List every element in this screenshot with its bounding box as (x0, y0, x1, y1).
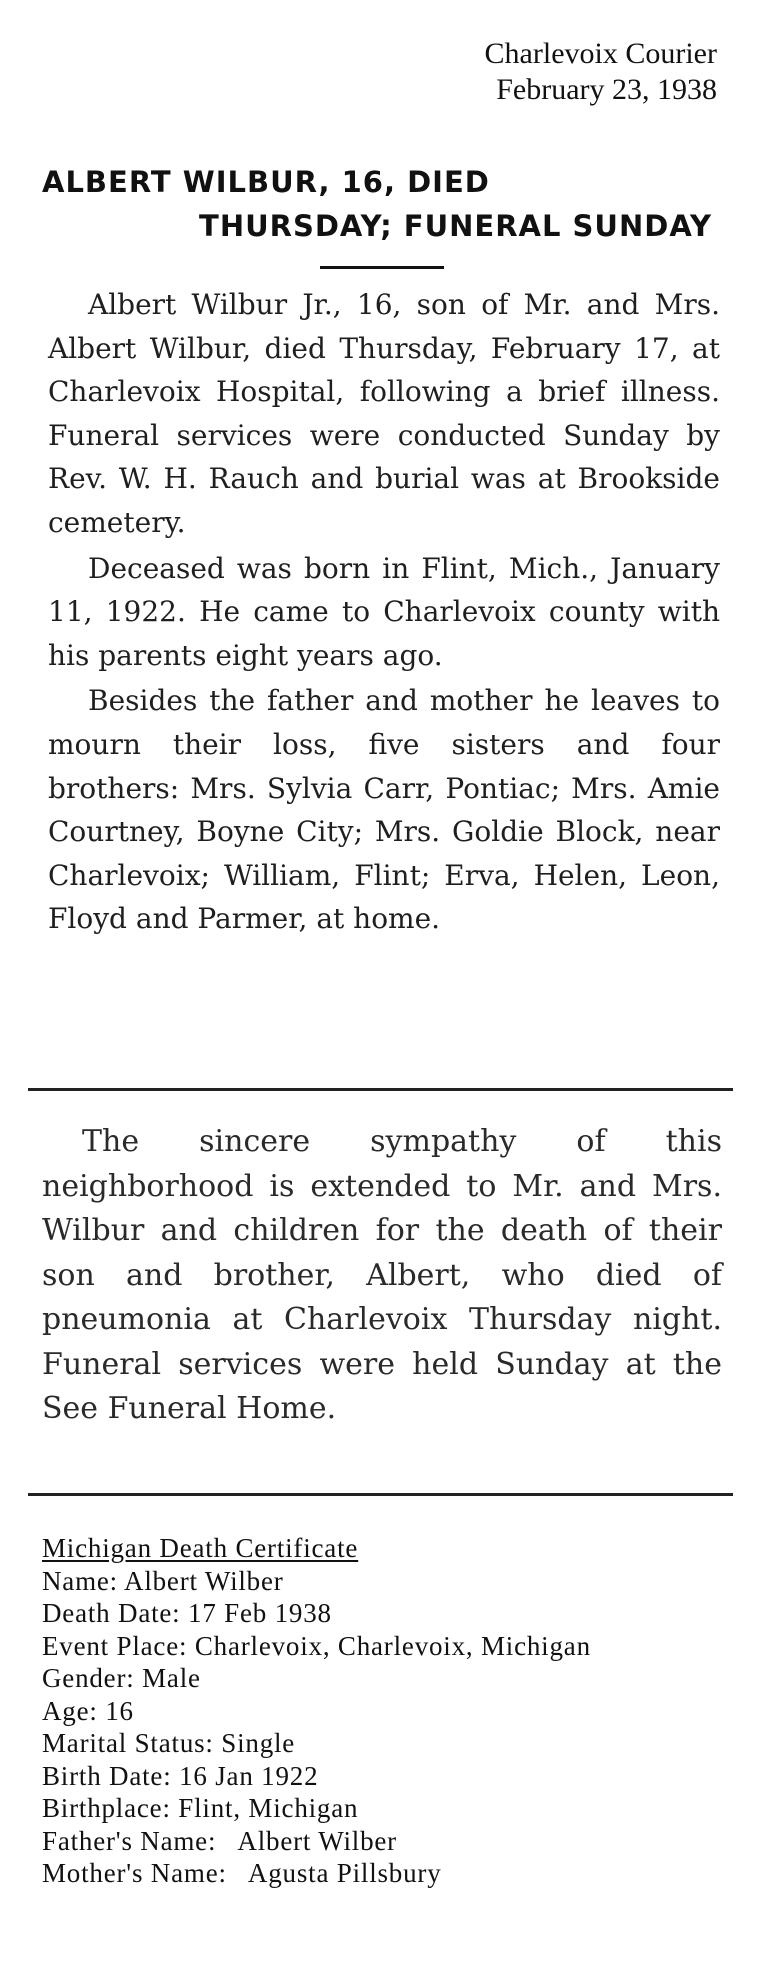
section-divider-1 (28, 1088, 733, 1091)
headline-line-2: THURSDAY; FUNERAL SUNDAY (199, 209, 712, 243)
article-paragraph-3: Besides the father and mother he leaves to mourn their loss, five sisters and four brothers: Mrs. Sylvia Carr, Pontiac; Mrs. Amie Courtney, Boyne City; Mrs. Goldie Block, near Charlevoix; William, Flint; Erva, Helen, Leon, Floyd and Parmer, at home. (48, 684, 720, 936)
publication-date: February 23, 1938 (496, 73, 717, 106)
headline (42, 160, 722, 248)
sympathy-text: The sincere sympathy of this neighborhood is extended to Mr. and Mrs. Wilbur and children for the death of their son and brother, Albert, who died of pneumonia at Charlevoix Thursday night. Funeral services were held Sunday at the See Funeral Home. (42, 1124, 722, 1426)
certificate-event-place: Event Place: Charlevoix, Charlevoix, Michigan (42, 1630, 591, 1661)
source-citation (485, 36, 717, 108)
certificate-age: Age: 16 (42, 1695, 134, 1726)
publication-name: Charlevoix Courier (484, 37, 717, 70)
certificate-marital-status: Marital Status: Single (42, 1728, 296, 1758)
certificate-father-name: Father's Name: Albert Wilber (42, 1825, 397, 1856)
obituary-article (48, 283, 720, 943)
section-divider-2 (28, 1493, 733, 1496)
sympathy-notice (42, 1120, 722, 1432)
headline-line-1: ALBERT WILBUR, 16, DIED (42, 165, 490, 199)
certificate-birth-date: Birth Date: 16 Jan 1922 (42, 1760, 319, 1791)
certificate-name: Name: Albert Wilber (42, 1565, 284, 1596)
article-paragraph-2: Deceased was born in Flint, Mich., January 11, 1922. He came to Charlevoix county with his parents eight years ago. (48, 551, 720, 672)
certificate-birthplace: Birthplace: Flint, Michigan (42, 1793, 359, 1823)
certificate-mother-name: Mother's Name: Agusta Pillsbury (42, 1858, 442, 1888)
certificate-death-date: Death Date: 17 Feb 1938 (42, 1598, 332, 1628)
headline-divider (320, 266, 444, 269)
certificate-title: Michigan Death Certificate (42, 1533, 359, 1563)
death-certificate-record (42, 1532, 732, 1890)
certificate-gender: Gender: Male (42, 1663, 201, 1693)
article-paragraph-1: Albert Wilbur Jr., 16, son of Mr. and Mrs. Albert Wilbur, died Thursday, February 17, at Charlevoix Hospital, following a brief illness. Funeral services were conducted Sunday by Rev. W. H. Rauch and burial was at Brookside cemetery. (48, 288, 720, 539)
